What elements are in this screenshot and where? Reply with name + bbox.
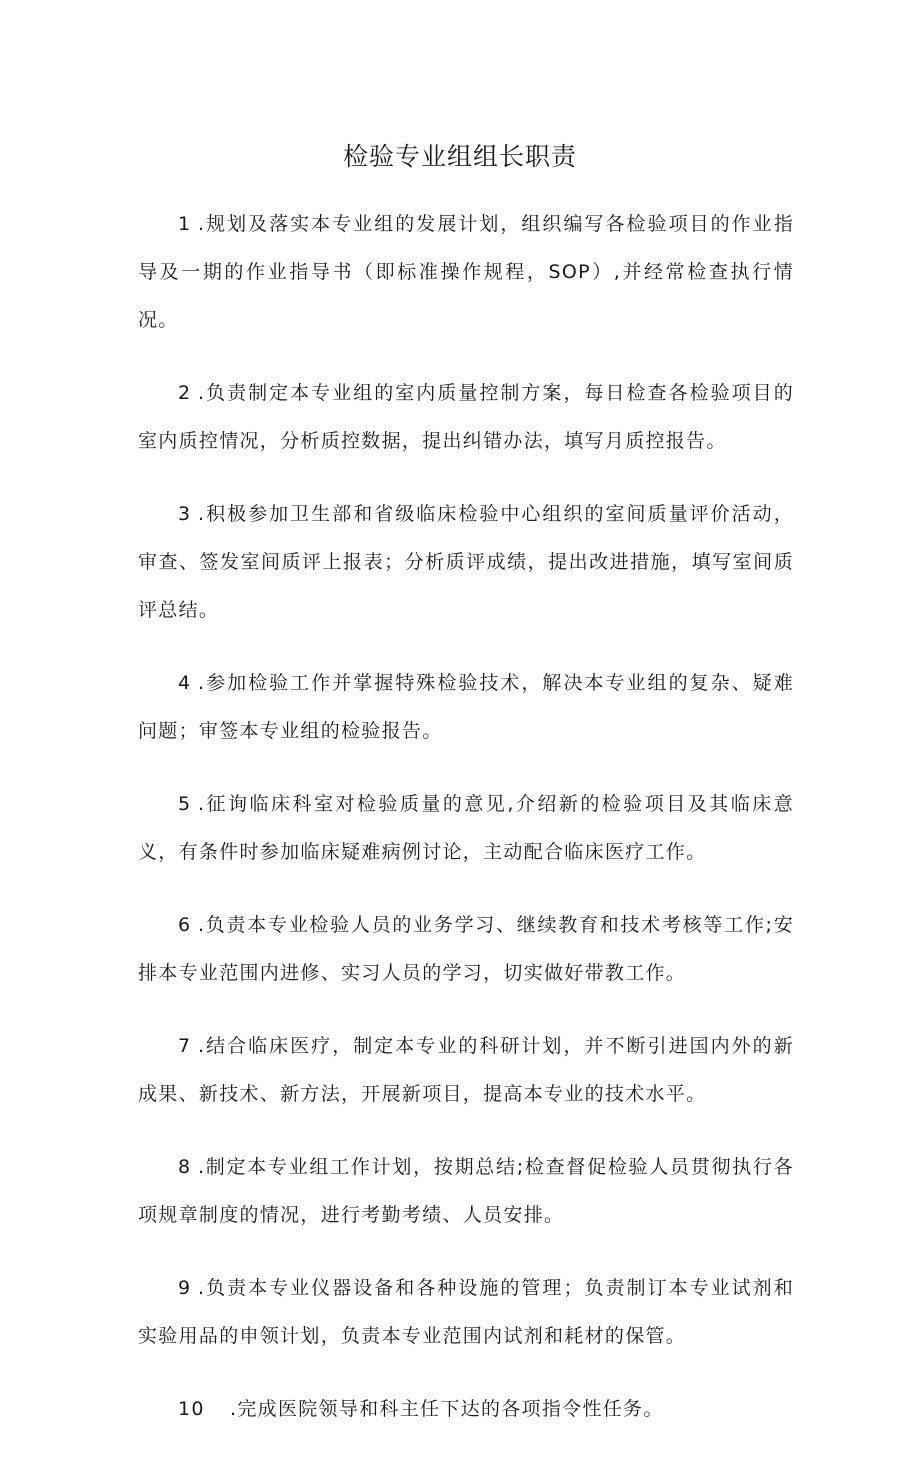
list-item: [138, 1264, 794, 1360]
item-number: 4: [178, 672, 192, 694]
list-item: [138, 1385, 794, 1433]
item-number: 2: [178, 382, 192, 404]
item-number: 7: [178, 1035, 192, 1057]
item-text: .负责本专业仪器设备和各种设施的管理；负责制订本专业试剂和实验用品的申领计划，负责本专业范围内试剂和耗材的保管。: [138, 1277, 794, 1347]
item-number: 8: [178, 1156, 192, 1178]
item-number: 6: [178, 914, 192, 936]
duties-list: [138, 200, 794, 1458]
item-text: .制定本专业组工作计划，按期总结;检查督促检验人员贯彻执行各项规章制度的情况，进行考勤考绩、人员安排。: [138, 1156, 794, 1226]
list-item: [138, 200, 794, 344]
page-title: 检验专业组组长职责: [342, 142, 577, 171]
item-text: .积极参加卫生部和省级临床检验中心组织的室间质量评价活动，审查、签发室间质评上报表；分析质评成绩，提出改进措施，填写室间质评总结。: [138, 503, 794, 621]
item-number: 1: [178, 213, 192, 235]
list-item: [138, 369, 794, 465]
item-number: 3: [178, 503, 192, 525]
list-item: [138, 659, 794, 755]
item-number: 5: [178, 793, 192, 815]
item-text: .征询临床科室对检验质量的意见,介绍新的检验项目及其临床意义，有条件时参加临床疑难病例讨论，主动配合临床医疗工作。: [138, 793, 794, 863]
list-item: [138, 490, 794, 634]
item-text: .结合临床医疗，制定本专业的科研计划，并不断引进国内外的新成果、新技术、新方法，开展新项目，提高本专业的技术水平。: [138, 1035, 794, 1105]
item-text: .负责本专业检验人员的业务学习、继续教育和技术考核等工作;安排本专业范围内进修、实习人员的学习，切实做好带教工作。: [138, 914, 794, 984]
list-item: [138, 1143, 794, 1239]
list-item: [138, 901, 794, 997]
item-text: .负责制定本专业组的室内质量控制方案，每日检查各检验项目的室内质控情况，分析质控数据，提出纠错办法，填写月质控报告。: [138, 382, 794, 452]
item-text: .规划及落实本专业组的发展计划，组织编写各检验项目的作业指导及一期的作业指导书（即标准操作规程，SOP）,并经常检查执行情况。: [138, 213, 794, 331]
item-text: .完成医院领导和科主任下达的各项指令性任务。: [230, 1398, 664, 1420]
item-text: .参加检验工作并掌握特殊检验技术，解决本专业组的复杂、疑难问题；审签本专业组的检验报告。: [138, 672, 794, 742]
list-item: [138, 780, 794, 876]
item-number: 9: [178, 1277, 192, 1299]
item-number: 10: [178, 1398, 205, 1420]
list-item: [138, 1022, 794, 1118]
